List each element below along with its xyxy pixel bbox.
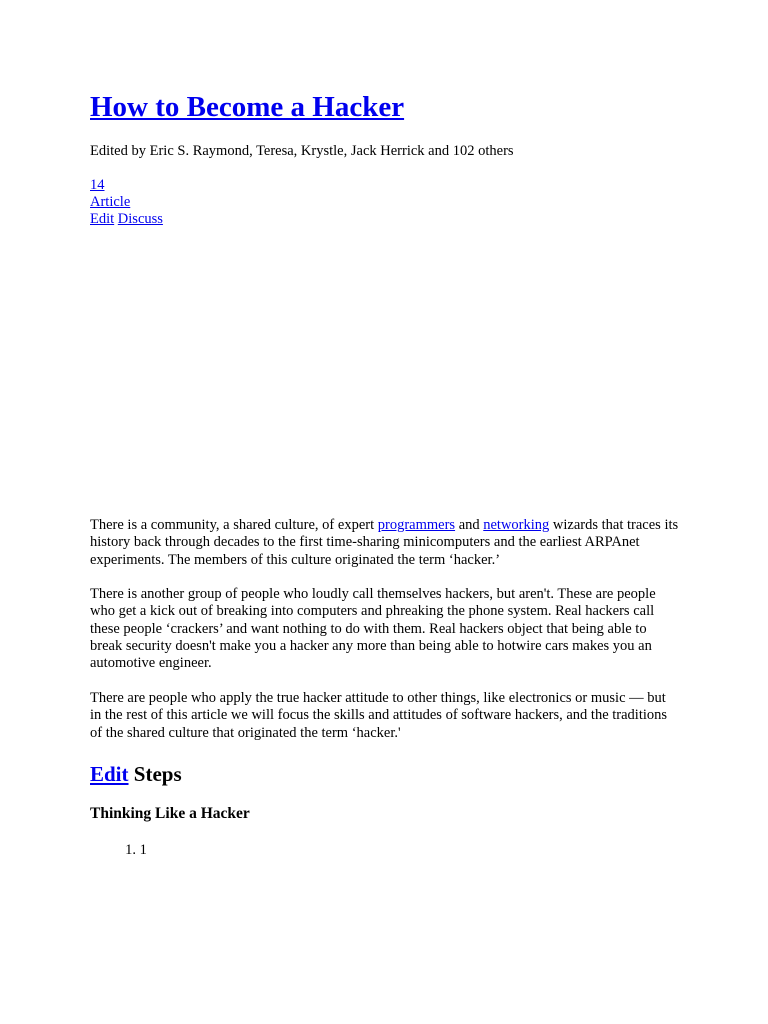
paragraph-text: and [455,517,484,533]
article-link[interactable]: Article [90,194,131,210]
paragraph-text: There is a community, a shared culture, of expert [90,517,378,533]
programmers-link[interactable]: programmers [377,517,456,533]
step-number: 1. [125,842,136,858]
steps-heading-text: Steps [133,762,182,786]
steps-edit-link[interactable]: Edit [90,762,129,786]
paragraph-text: wizards that traces its history back through decades to the first time-sharing minicomputers and the earliest ARPAnet experiments. The members of this culture originated the term ‘hacker.’ [90,517,679,568]
edit-link[interactable]: Edit [90,211,115,227]
thinking-subheading: Thinking Like a Hacker [90,805,250,822]
intro-paragraph [90,517,680,569]
author-byline: Edited by Eric S. Raymond, Teresa, Krystle, Jack Herrick and 102 others [90,143,514,159]
list-item [90,841,147,859]
page-title [90,88,404,126]
article-meta [90,177,163,228]
steps-list [90,841,147,859]
step-text: 1 [139,842,147,858]
steps-heading [90,760,182,788]
networking-link[interactable]: networking [483,517,550,533]
count-link[interactable]: 14 [90,177,105,193]
title-link[interactable]: How to Become a Hacker [90,91,405,123]
discuss-link[interactable]: Discuss [117,211,163,227]
attitude-paragraph: There are people who apply the true hacker attitude to other things, like electronics or music — but in the rest of this article we will focus the skills and attitudes of software hackers, and the traditions of the shared culture that originated the term ‘hacker.' [90,690,668,741]
crackers-paragraph: There is another group of people who loudly call themselves hackers, but aren't. These are people who get a kick out of breaking into computers and phreaking the phone system. Real hackers call these people ‘crackers’ and want nothing to do with them. Real hackers object that being able to break security doesn't make you a hacker any more than being able to hotwire cars makes you an automotive engineer. [90,586,656,672]
